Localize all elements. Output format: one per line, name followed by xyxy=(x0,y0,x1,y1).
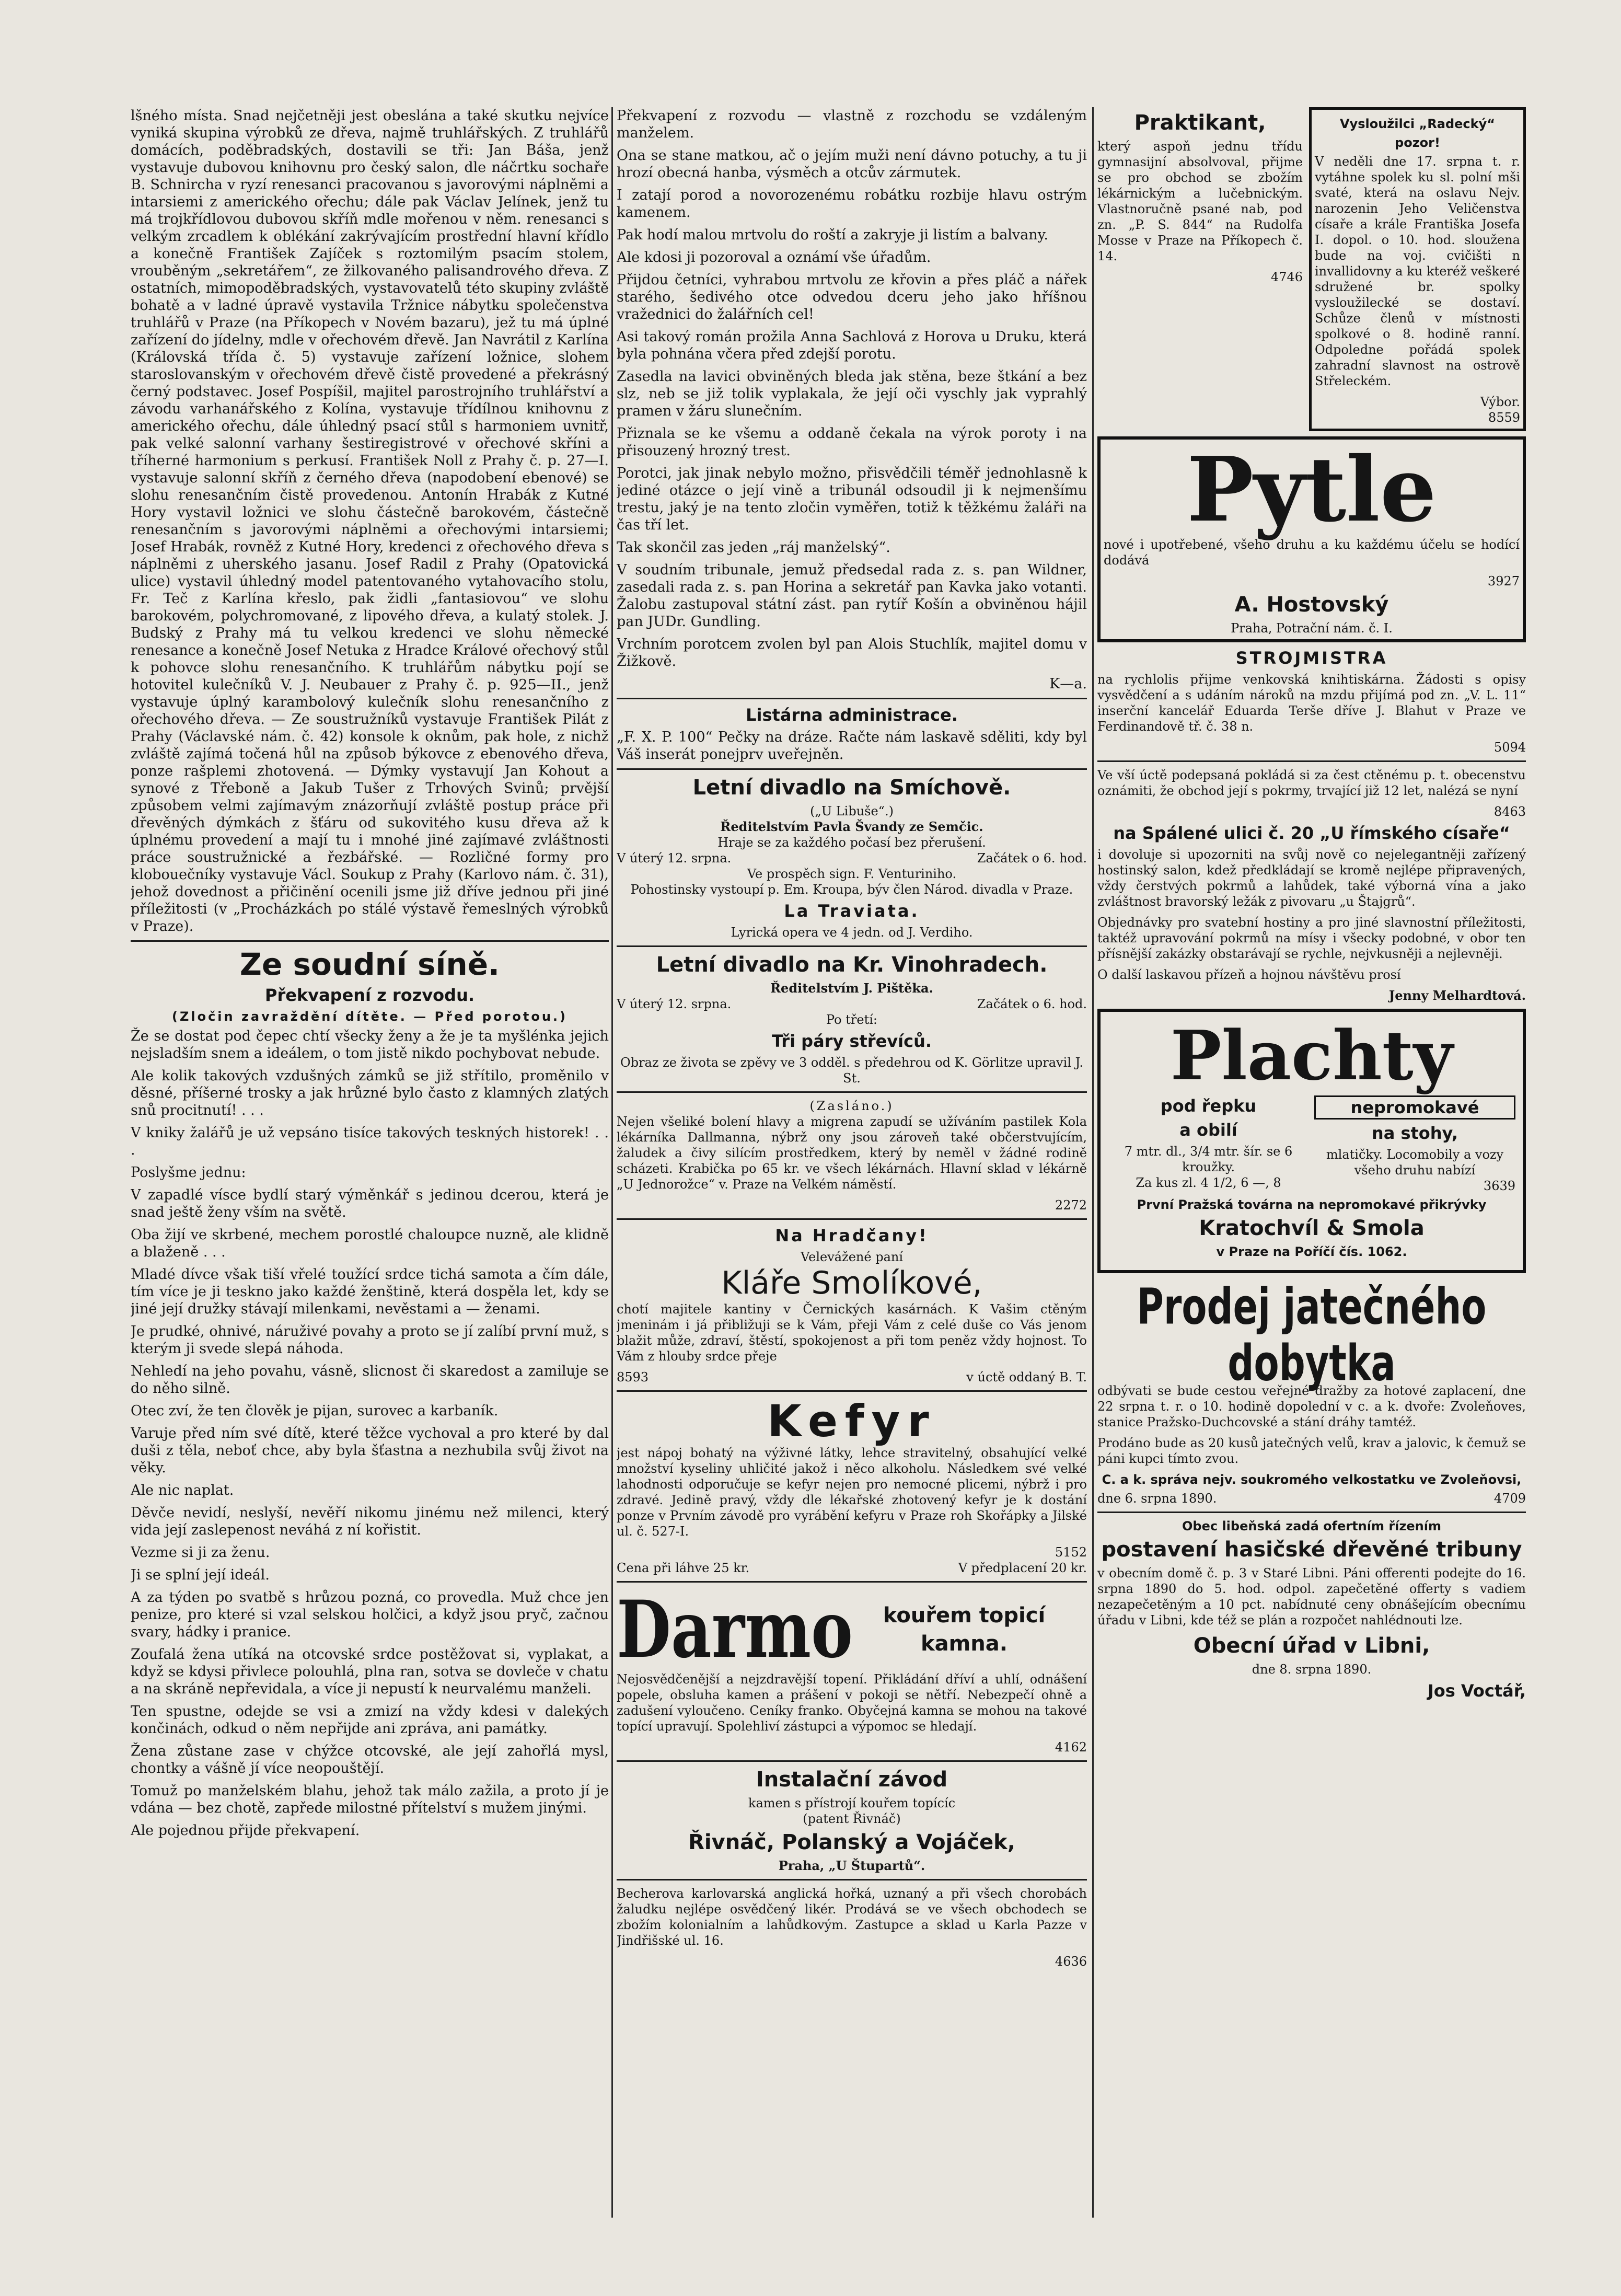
smichov-guest: Pohostinsky vystoupí p. Em. Kroupa, býv člen Národ. divadla v Praze. xyxy=(630,882,1073,897)
hradcany-name: Kláře Smolíkové, xyxy=(721,1265,982,1301)
story-paragraph: Zasedla na lavici obviněných bleda jak stěna, beze štkání a bez slz, neb se již tolik vyplakala, že její oči vyschly jak vyprahlý pramen v žáru slunečním. xyxy=(617,368,1087,419)
pytle-number: 3927 xyxy=(1487,574,1520,589)
liben-title: postavení hasičské dřevěné tribuny xyxy=(1101,1538,1522,1562)
story-paragraph: Oba žijí ve skrbené, mechem porostlé chaloupce nuzně, ale klidně a blaženě . . . xyxy=(131,1227,609,1260)
hostinec-text: i dovoluje si upozorniti na svůj nově co nejelegantněji zařízený hostinský salon, kdež předkládají se kromě nejlépe připravených, vždy čerstvých pokrmů a lahůdek, také výborná vína a jako zvláštnost bravorský ležák z pivovaru „u Štajgrů“. xyxy=(1097,847,1526,909)
kefyr-price: Cena při láhve 25 kr. xyxy=(617,1561,750,1575)
plachty-firm1: První Pražská továrna na nepromokavé přikrývky xyxy=(1137,1197,1487,1212)
praktikant-title: Praktikant, xyxy=(1134,111,1266,135)
story-paragraph: Ale kolik takových vzdušných zámků se již střítilo, proměnilo v děsné, příšerné trosky a jak hrůzné bylo často z klamných zlatých snů procitnutí! . . . xyxy=(131,1068,609,1118)
vinohrady-date: V úterý 12. srpna. xyxy=(617,997,732,1011)
story-paragraph: Zoufalá žena utíká na otcovské srdce postěžovat si, vyplakat, a když se kdysi přivlece polouhlá, plna ran, sotva se dovleče v chatu a na skráně nepřevidala, a více ji nepustí k neurvalému manželi. xyxy=(131,1646,609,1697)
column-rule-2 xyxy=(1092,107,1094,2218)
story-paragraph: Pak hodí malou mrtvolu do roští a zakryje ji listím a balvany. xyxy=(617,227,1048,243)
praktikant-ad xyxy=(1097,107,1303,431)
vinohrady-desc: Obraz ze života se zpěvy ve 3 odděl. s předehrou od K. Görlitze upravil J. St. xyxy=(620,1055,1083,1086)
radecky-text: V neděli dne 17. srpna t. r. vytáhne spolek ku sl. polní mši svaté, která na oslavu Nejv. narozenin Jeho Veličenstva císaře a krále Františka Josefa I. dopol. o 10. hod. sloužena bude na voj. cvičišti n invallidovny a ku kteréž veškeré sdružené br. spolky vysloužilecké se dostaví. Schůze členů v místnosti spolkové o 8. hodině ranní. Odpoledne pořádá spolek zahradní slavnost na ostrově Střeleckém. xyxy=(1315,154,1520,388)
pytle-address: Praha, Potrační nám. č. I. xyxy=(1231,621,1393,636)
radecky-title: Vysloužilci „Radecký“ xyxy=(1339,117,1496,131)
plachty-address: v Praze na Poříčí čís. 1062. xyxy=(1216,1244,1407,1259)
smichov-date-row xyxy=(617,850,1087,866)
divider xyxy=(1097,760,1526,762)
story-paragraph: I zatají porod a novorozenému robátku rozbije hlavu ostrým kamenem. xyxy=(617,187,1087,221)
radecky-number: 8559 xyxy=(1488,410,1520,425)
hradcany-text: chotí majitele kantiny v Černických kasárnách. K Vašim ctěným jmeninám i já přibližuji se k Vám, přeji Vám z celé duše co Vás jenom blažit může, zdraví, štěstí, spokojenost a při tom peněz vždy hojnost. To Vám z hlouby srdce přeje xyxy=(617,1302,1087,1364)
column-3 xyxy=(1097,107,1526,2218)
instal-sub: kamen s přístrojí kouřem topícíc xyxy=(748,1796,956,1810)
plachty-right2: na stohy, xyxy=(1371,1123,1458,1143)
smichov-subtitle: („U Libuše“.) xyxy=(810,804,894,818)
hradcany-number: 8593 xyxy=(617,1370,649,1384)
divider xyxy=(131,940,609,942)
story-paragraph: Přijdou četníci, vyhrabou mrtvolu ze křovin a přes pláč a nářek starého, šedivého otce odvedou dceru jeho jako hříšnou vražednici do žalářních cel! xyxy=(617,272,1087,322)
pytle-firm: A. Hostovský xyxy=(1234,593,1389,617)
prodej-date-row xyxy=(1097,1491,1526,1506)
smichov-director: Ředitelstvím Pavla Švandy ze Semčic. xyxy=(720,819,983,834)
darmo-text: Nejosvědčenější a nejzdravější topení. Přikládání dříví a uhlí, odnášení popele, obsluha kamen a prášení v pokoji se nětří. Nebezpečí ohně a zadušení vyloučeno. Ceníky franko. Obyčejná kamna se mohou na takové topící upravují. Spolehliví zástupci a výpomoc se hledají. xyxy=(617,1672,1087,1734)
story-paragraph: V kniky žalářů je už vepsáno tisíce takových teskných historek! . . . xyxy=(131,1125,609,1158)
plachty-left1: pod řepku xyxy=(1160,1096,1257,1116)
divider xyxy=(617,1879,1087,1880)
liben-date: dne 8. srpna 1890. xyxy=(1252,1662,1372,1677)
radecky-sub: pozor! xyxy=(1395,135,1440,150)
hradcany-sign: v úctě oddaný B. T. xyxy=(966,1370,1087,1384)
kefyr-text: jest nápoj bohatý na výživné látky, lehce stravitelný, obsahující velké množství kyseliny uhličité jakož i něco alkoholu. Následkem své velké lahodnosti odporučuje se kefyr nejen pro nemocné plicemi, nýbrž i pro zdravé. Jedině pravý, vždy dle lékařské zhotovený kefyr je k dostání ponze v Prvním závodě pro vyrábění kefyru v Praze roh Skořápky a Jilské ul. č. 527-I. xyxy=(617,1446,1087,1539)
becher-number: 4636 xyxy=(1055,1954,1087,1969)
kefyr-title: Kefyr xyxy=(767,1395,936,1447)
story-paragraph: Tak skončil zas jeden „ráj manželský“. xyxy=(617,539,890,556)
story-paragraph: Ale nic naplat. xyxy=(131,1482,234,1498)
listarna-text: „F. X. P. 100“ Pečky na dráze. Račte nám laskavě sděliti, kdy byl Váš inserát ponejprv uveřejněn. xyxy=(617,729,1087,763)
radecky-ad xyxy=(1309,107,1526,431)
story-paragraph: Ale kdosi ji pozoroval a oznámí vše úřadům. xyxy=(617,249,931,266)
zaslano-title: (Zasláno.) xyxy=(809,1099,894,1113)
praktikant-number: 4746 xyxy=(1270,270,1303,284)
zaslano-text: Nejen všeliké bolení hlavy a migrena zapudí se užíváním pastilek Kola lékárníka Dallmanna, nýbrž ony jsou zároveň také občerstvujícím, žaludek a čivy silícím prostředkem, který by neměl v žádné rodině scházeti. Krabička po 65 kr. ve všech lékárnách. Hlavní sklad v lékárně „U Jednorožce“ v. Praze na Velkém náměstí. xyxy=(617,1114,1087,1192)
plachty-title: Plachty xyxy=(1170,1016,1453,1095)
story-paragraph: Asi takový román prožila Anna Sachlová z Horova u Druku, která byla pohnána včera před zdejší porotu. xyxy=(617,329,1087,362)
darmo-number: 4162 xyxy=(1055,1740,1087,1755)
divider xyxy=(617,698,1087,699)
kefyr-price-row xyxy=(617,1560,1087,1576)
kefyr-sub: V předplacení 20 kr. xyxy=(958,1561,1087,1575)
liben-text: v obecním domě č. p. 3 v Staré Libni. Páni offerenti podejte do 16. srpna 1890 do 5. hod. odpol. zapečetěné offerty s vadiem nezapečetěným a 10 pct. nabídnuté ceny obnášejícím obecnímu úřadu v Libni, kde též se plán a rozpočet nahlédnouti lze. xyxy=(1097,1566,1526,1628)
story-paragraph: Ji se splní její ideál. xyxy=(131,1567,270,1583)
article-signature: K—a. xyxy=(1049,676,1087,692)
divider xyxy=(617,1760,1087,1762)
darmo-side2: kamna. xyxy=(921,1632,1008,1656)
prodej-date: dne 6. srpna 1890. xyxy=(1097,1491,1217,1506)
liben-sign: Jos Voctář, xyxy=(1427,1681,1526,1701)
divider xyxy=(1097,1512,1526,1513)
story-paragraph: Porotci, jak jinak nebylo možno, přisvědčili téměř jednohlasně k jediné otázce o její vině a tribunál odsoudil ji k nejmenšímu trestu, jaký je na tento zločin vyměřen, totiž k těžkému žaláři na čas tří let. xyxy=(617,465,1087,533)
story-paragraph: Že se dostat pod čepec chtí všecky ženy a že je ta myšlénka jejich nejsladším snem a ideálem, o tom jistě nikdo pochybovat nebude. xyxy=(131,1028,609,1062)
hradcany-sub: Velevážené paní xyxy=(800,1250,904,1264)
smichov-opera: Lyrická opera ve 4 jedn. od J. Verdiho. xyxy=(731,925,973,940)
praktikant-text: který aspoň jednu třídu gymnasijní absolvoval, přijme se pro obchod se zbožím lékárnickým a lučebnickým. Vlastnoručně psané nab, pod zn. „P. S. 844“ na Rudolfa Mosse v Praze na Příkopech č. 14. xyxy=(1097,139,1303,263)
story-paragraph: V zapadlé vísce bydlí starý výměnkář s jedinou dcerou, která je snad ještě ženy vším na světě. xyxy=(131,1187,609,1220)
darmo-side1: kouřem topicí xyxy=(883,1603,1046,1628)
plachty-columns xyxy=(1108,1092,1515,1194)
smichov-play: La Traviata. xyxy=(784,901,920,921)
instal-address: Praha, „U Štupartů“. xyxy=(778,1858,925,1873)
story-paragraph: Ona se stane matkou, ač o jejím muži není dávno potuchy, a tu ji hrozí obecná hanba, výsměch a otcův zármutek. xyxy=(617,147,1087,181)
smichov-date: V úterý 12. srpna. xyxy=(617,851,732,866)
court-article-body xyxy=(131,1028,609,1839)
story-paragraph: Mladé dívce však tiší vřelé toužící srdce tichá samota a čím dále, tím více je ji teskno jako každé ženštině, která dospěla let, kdy se jiné její družky stávají milenkami, nevěstami a — ženami. xyxy=(131,1266,609,1317)
plachty-right xyxy=(1314,1092,1515,1194)
divider xyxy=(617,1218,1087,1220)
story-paragraph: V soudním tribunale, jemuž předsedal rada z. s. pan Wildner, zasedali rada z. s. pan Horina a sekretář pan Kavka jako votanti. Žalobu zastupoval státní zást. pan rytíř Košín a obviněnou hájil pan JUDr. Gundling. xyxy=(617,562,1087,630)
court-article-crime: (Zločin zavraždění dítěte. — Před porotou.) xyxy=(171,1009,568,1024)
hostinec-text2: Objednávky pro svatební hostiny a pro jiné slavnostní příležitosti, taktéž upravování pokrmů na mísy i všecky podobné, v obor ten přísnější zakázky obstarávají se rychle, nejvkusněji a nejlevněji. xyxy=(1097,915,1526,961)
divider xyxy=(617,768,1087,770)
strojmistra-text: na rychlolis přijme venkovská knihtiskárna. Žádosti s opisy vysvědčení a s udáním nároků na mzdu přijímá pod zn. „V. L. 11“ inserční kancelář Eduarda Terše dříve J. Blahut v Praze ve Ferdinandově tř. č. 38 n. xyxy=(1097,672,1526,734)
instal-firm: Řivnáč, Polanský a Vojáček, xyxy=(688,1830,1015,1854)
plachty-number: 3639 xyxy=(1483,1179,1515,1193)
pytle-title: Pytle xyxy=(1187,437,1437,542)
hradcany-title: Na Hradčany! xyxy=(775,1226,929,1245)
pytle-text: nové i upotřebené, všeho druhu a ku každému účelu se hodící dodává xyxy=(1104,537,1520,568)
court-article-title: Překvapení z rozvodu. xyxy=(264,985,474,1005)
darmo-side xyxy=(841,1600,1087,1659)
plachty-price: Za kus zl. 4 1/2, 6 —, 8 xyxy=(1136,1175,1281,1190)
liben-intro: Obec libeňská zadá ofertním řízením xyxy=(1182,1519,1441,1533)
exhibition-article: lšného místa. Snad nejčetněji jest obeslána a také skutku nejvíce vyniká skupina výrobků ze dřeva, najmě truhlářských. Z truhlářů domácích, poděbradských, dostavili se tři: Jan Báša, jenž vystavuje dubovou knihovnu pro český salon, dle náčrtku sochaře B. Schnircha v ryzí renesanci pracovanou s javorovými náplněmi a intarsiemi z amerického ořechu; dále pak Václav Jelínek, jenž tu má trojkřídlovou dubovou skříň mdle mořenou v něm. renesanci s velkým zrcadlem k oblékání zakrývajícím prostřední hlavní křídlo a konečně František Zajíček s roztomilým psacím stolem, vrouběným „sekretářem“, ze žilkovaného palisandrového dřeva. Z ostatních, mimopoděbradských, vystavovatelů této skupiny zvláště bohatě a v ladné úpravě vystavila Tržnice nábytku společenstva truhlářů v Praze (na Příkopech v Novém bazaru), jež tu má úplné zařízení do jídelny, mdle v ořechovém dřevě. Jan Navrátil z Karlína (Královská třída č. 5) vystavuje zařízení ložnice, slohem staroslovanským v ořechovém dřevě čistě provedené a překrásný černý podstavec. Josef Pospíšil, majitel parostrojního truhlářství a závodu varhanářského z Kolína, vystavuje třídílnou knihovnu z amerického ořechu, dále úhledný psací stůl s harmoniem uvnitř, pak velké salonní varhany šestiregistrové v ořechové skříni a tříherné harmonium s perkusí. František Noll z Prahy č. p. 27—I. vystavuje salonní skříň z černého dřeva (napodobení ebenové) se slohu renesančním čistě provedenou. Antonín Hrabák z Kutné Hory vystavil ložnici ve slohu částečně barokovém, částečně renesančním s javorovými náplněmi a ořechovými intarsiemi; Josef Hrabák, rovněž z Kutné Hory, kredenci z ořechového dřeva s náplněmi z uherského jasanu. Josef Radil z Prahy (Opatovická ulice) vystavil úhledný model patentovaného vytahovacího stolu, Fr. Teč z Karlína křeslo, pak židli „fantasiovou“ ve slohu barokovém, polychromované, z lipového dřeva, a kulatý stolek. J. Budský z Prahy má tu velkou kredenci ve slohu německé renesance a konečně Josef Netuka z Hradce Králové ořechový stůl k pohovce slohu renesančního. K truhlářům nábytku pojí se hotovitel kulečníků V. J. Neubauer z Prahy č. p. 925—II., jenž vystavuje úplný karambolový kulečník slohu renesančního z ořechového dřeva. — Ze soustružníků vystavuje František Pilát z Prahy (Václavské nám. č. 42) konsole k oknům, pak hole, z nichž zvláště zajímá točená hůl na způsob býkovce z ebenového dřeva, ponze rašplemi zhotovená. — Dýmky vystavují Jan Kohout a synové z Třeboně a Jakub Tušer z Trhových Svinů; prvější způsobem velmi zajímavým znázorňují zvláště postup práce při dřevěných dýmkách z šťáru od sukovitého kusu dřeva až k úplnému provedení a mají tu i mnohé jiné zajímavé zvláštnosti práce soustružnické a řezbářské. — Rozličné formy pro klobouečníky vystavuje Václ. Soukup z Prahy (Karlovo nám. č. 31), jehož dovednost a přičinění ocenili jsme již dříve jednou při jiné příležitosti (v „Procházkách po stálé výstavě řemeslných výrobků v Praze). xyxy=(131,108,609,934)
story-paragraph: Varuje před ním své dítě, které těžce vychoval a pro které by dal duši z těla, neboť chce, aby byla šťastna a nezhubila svůj život na věky. xyxy=(131,1425,609,1476)
divider xyxy=(617,1581,1087,1583)
divider xyxy=(617,1091,1087,1093)
darmo-ad-head xyxy=(617,1584,1087,1676)
story-paragraph: Děvče nevidí, neslyší, nevěří nikomu jinému než milenci, který vida její zaslepenost neváhá z ní kořistit. xyxy=(131,1505,609,1538)
story-paragraph: Přiznala se ke všemu a oddaně čekala na výrok poroty i na přisouzený hrozný trest. xyxy=(617,425,1087,459)
story-paragraph: Žena zůstane zase v chýžce otcovské, ale její zahořlá mysl, chontky a vášně jí více neopouštějí. xyxy=(131,1743,609,1776)
story-paragraph: Poslyšme jednu: xyxy=(131,1164,246,1181)
hostinec-text3: O další laskavou přízeň a hojnou návštěvu prosí xyxy=(1097,967,1401,982)
story-paragraph: Nehledí na jeho povahu, vásně, slicnost či skaredost a zamiluje se do něho silně. xyxy=(131,1363,609,1397)
prodej-sign: C. a k. správa nejv. soukromého velkostatku ve Zvoleňovsi, xyxy=(1102,1472,1522,1487)
court-section-title: Ze soudní síně. xyxy=(239,947,500,982)
column-1 xyxy=(131,107,609,2218)
hostinec-number: 8463 xyxy=(1493,804,1526,819)
vinohrady-director: Ředitelstvím J. Pištěka. xyxy=(770,980,933,996)
story-paragraph: Vrchním porotcem zvolen byl pan Alois Stuchlík, majitel domu v Žižkově. xyxy=(617,636,1087,670)
hostinec-title: na Spálené ulici č. 20 „U římského císaře“ xyxy=(1113,823,1510,843)
vinohrady-date-row xyxy=(617,996,1087,1012)
plachty-firm2: Kratochvíl & Smola xyxy=(1199,1216,1425,1240)
plachty-right3: mlatičky. Locomobily a vozy všeho druhu nabízí xyxy=(1326,1147,1504,1178)
story-paragraph: Otec zví, že ten člověk je pijan, surovec a karbaník. xyxy=(131,1403,499,1419)
plachty-ad xyxy=(1097,1009,1526,1273)
listarna-title: Listárna administrace. xyxy=(746,705,958,725)
plachty-left2: a obilí xyxy=(1179,1120,1237,1140)
story-paragraph: A za týden po svatbě s hrůzou pozná, co provedla. Muž chce jen penize, pro které si vzal selskou holčici, a když jsou pryč, začnou svary, hádky i pranice. xyxy=(131,1589,609,1640)
hostinec-intro: Ve vší úctě podepsaná pokládá si za čest ctěnému p. t. obecenstvu oznámiti, že obchod její s pokrmy, trvající již 12 let, nalézá se nyní xyxy=(1097,768,1526,798)
story-paragraph: Je prudké, ohnivé, náruživé povahy a proto se jí zalíbí první muž, s kterým ji svede slepá náhoda. xyxy=(131,1323,609,1357)
instal-patent: (patent Řivnáč) xyxy=(803,1812,901,1826)
darmo-title: Darmo xyxy=(617,1584,853,1676)
pytle-ad xyxy=(1097,436,1526,642)
instal-title: Instalační závod xyxy=(756,1768,948,1792)
smichov-start: Začátek o 6. hod. xyxy=(977,851,1087,866)
prodej-text: odbývati se bude cestou veřejné dražby za hotové zaplacení, dne 22 srpna t. r. o 10. hodině dopolední v c. a k. dvoře: Zvoleňoves, stanice Pražsko-Duchcovské a stání dráhy tamtéž. xyxy=(1097,1383,1526,1429)
strojmistra-title: STROJMISTRA xyxy=(1235,648,1388,668)
top-ads-row xyxy=(1097,107,1526,431)
prodej-title: Prodej jatečného dobytka xyxy=(1137,1277,1487,1392)
becher-text: Becherova karlovarská anglická hořká, uznaný a při všech chorobách žaludku nejlépe osvědčený likér. Prodává se ve všech obchodech se zbožím kolonialním a lahůdkovým. Zastupce a sklad u Karla Pazze v Jindřišské ul. 16. xyxy=(617,1886,1087,1948)
prodej-number: 4709 xyxy=(1493,1491,1526,1506)
plachty-right1: nepromokavé xyxy=(1314,1095,1515,1120)
hostinec-sign: Jenny Melhardtová. xyxy=(1388,988,1526,1003)
smichov-benefit: Ve prospěch sign. F. Venturiniho. xyxy=(747,867,957,881)
vinohrady-theatre-title: Letní divadlo na Kr. Vinohradech. xyxy=(656,953,1048,977)
divider xyxy=(617,945,1087,947)
plachty-left xyxy=(1108,1092,1309,1194)
story-paragraph: Ale pojednou přijde překvapení. xyxy=(131,1822,360,1839)
vinohrady-first: Po třetí: xyxy=(826,1012,877,1027)
story-paragraph: Tomuž po manželském blahu, jehož tak málo zažila, a proto jí je vdána — bez chotě, zapřede milostné přítelství s mužem jinými. xyxy=(131,1783,609,1816)
strojmistra-number: 5094 xyxy=(1493,740,1526,755)
divider xyxy=(617,1390,1087,1392)
kefyr-number: 5152 xyxy=(1055,1545,1087,1560)
liben-office: Obecní úřad v Libni, xyxy=(1193,1634,1430,1658)
vinohrady-play: Tři páry střevíců. xyxy=(771,1031,932,1051)
smichov-theatre-title: Letní divadlo na Smíchově. xyxy=(692,776,1011,800)
story-paragraph: Překvapení z rozvodu — vlastně z rozchodu se vzdáleným manželem. xyxy=(617,108,1087,141)
radecky-sign: Výbor. xyxy=(1480,395,1520,409)
vinohrady-start: Začátek o 6. hod. xyxy=(977,997,1087,1011)
smichov-daily: Hraje se za každého počasí bez přerušení. xyxy=(717,835,986,850)
story-paragraph: Ten spustne, odejde se vsi a zmizí na vždy kdesi v dalekých končinách, odkud o něm nepřijde ani zpráva, ani památky. xyxy=(131,1703,609,1737)
column-2 xyxy=(617,107,1087,2218)
column-rule-1 xyxy=(611,107,613,2218)
story-paragraph: Vezme si ji za ženu. xyxy=(131,1544,270,1561)
prodej-text2: Prodáno bude as 20 kusů jatečných velů, krav a jalovic, k čemuž se páni kupci tímto zvou. xyxy=(1097,1436,1526,1466)
hradcany-sign-row xyxy=(617,1369,1087,1385)
plachty-size: 7 mtr. dl., 3/4 mtr. šír. se 6 kroužky. xyxy=(1124,1144,1293,1174)
zaslano-number: 2272 xyxy=(1055,1198,1087,1213)
